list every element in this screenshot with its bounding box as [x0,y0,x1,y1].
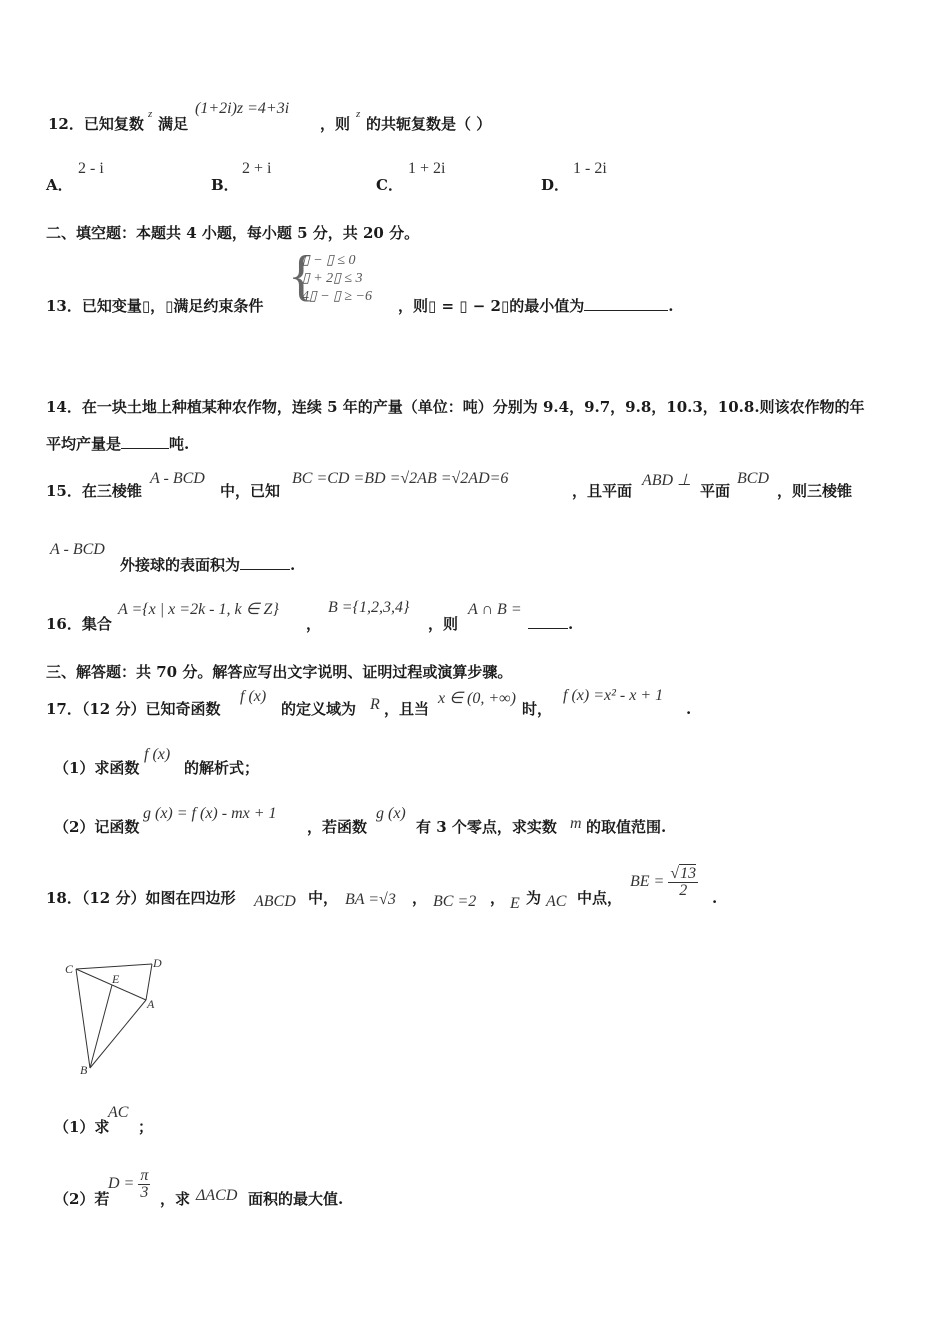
q12-equation: (1+2i)z =4+3i [195,100,290,117]
q13-constraint-system: { ▯ − ▯ ≤ 0 ▯ + 2▯ ≤ 3 4▯ − ▯ ≥ −6 [288,245,372,307]
section-solutions: 三、解答题：共 70 分。解答应写出文字说明、证明过程或演算步骤。 [46,663,513,681]
left-brace-icon: { [288,245,315,307]
vertex-d-label: D [153,956,162,970]
vertex-b-label: B [80,1063,88,1077]
segment-da [146,964,152,1000]
q18-d-value: D = $\frac{\pi}{3}$ [108,1167,149,1201]
q18-be-value: BE = $\frac{√13}{2}$ [630,865,697,899]
q13-answer-blank[interactable] [584,296,668,311]
segment-cb [76,969,90,1068]
q14-answer-blank[interactable] [121,434,169,449]
q17-g-definition: g (x) = f (x) - mx + 1 [143,805,277,822]
q16-answer-blank[interactable] [528,614,568,629]
q12-option-c: 1 + 2i [408,160,446,177]
q12-option-d: 1 - 2i [573,160,607,177]
q16-set-a: A ={x | x =2k - 1, k ∈ Z} [118,601,279,618]
vertex-c-label: C [65,962,74,976]
q15-equation: BC =CD =BD =√2AB =√2AD=6 [292,470,509,487]
q12-number: 12． [48,115,84,133]
q12-option-b: 2 + i [242,160,272,177]
q12-option-a-label: A． [46,176,73,194]
q12-option-c-label: C． [376,176,403,194]
segment-ba [90,1000,146,1068]
q12-z: z [148,108,153,120]
q17-formula: f (x) =x² - x + 1 [563,687,664,704]
point-e-label: E [112,972,120,986]
q14-line1: 14．在一块土地上种植某种农作物，连续 5 年的产量（单位：吨）分别为 9.4，9.7，9.8，10.3，10.8.则该农作物的年 [46,398,865,416]
segment-cd [76,964,152,969]
q15-answer-blank[interactable] [240,555,290,570]
q13-stem: 13．已知变量▯，▯满足约束条件 [46,297,264,315]
vertex-a-label: A [147,997,155,1011]
q12-option-d-label: D． [541,176,570,194]
q13-objective: ，则▯ = ▯ − 2▯ [398,297,510,315]
q16-set-b: B ={1,2,3,4} [328,599,410,616]
q12-stem: 12．已知复数 [48,115,144,133]
section-fill-in: 二、填空题：本题共 4 小题，每小题 5 分，共 20 分。 [46,224,420,242]
quadrilateral-figure [60,955,180,1080]
segment-ca [76,969,146,1000]
q14-line2: 平均产量是 吨. [46,435,190,453]
q12-option-b-label: B． [211,176,239,194]
q12-option-a: 2 - i [78,160,104,177]
segment-be [90,985,112,1068]
q15-solid: A - BCD [150,470,205,487]
